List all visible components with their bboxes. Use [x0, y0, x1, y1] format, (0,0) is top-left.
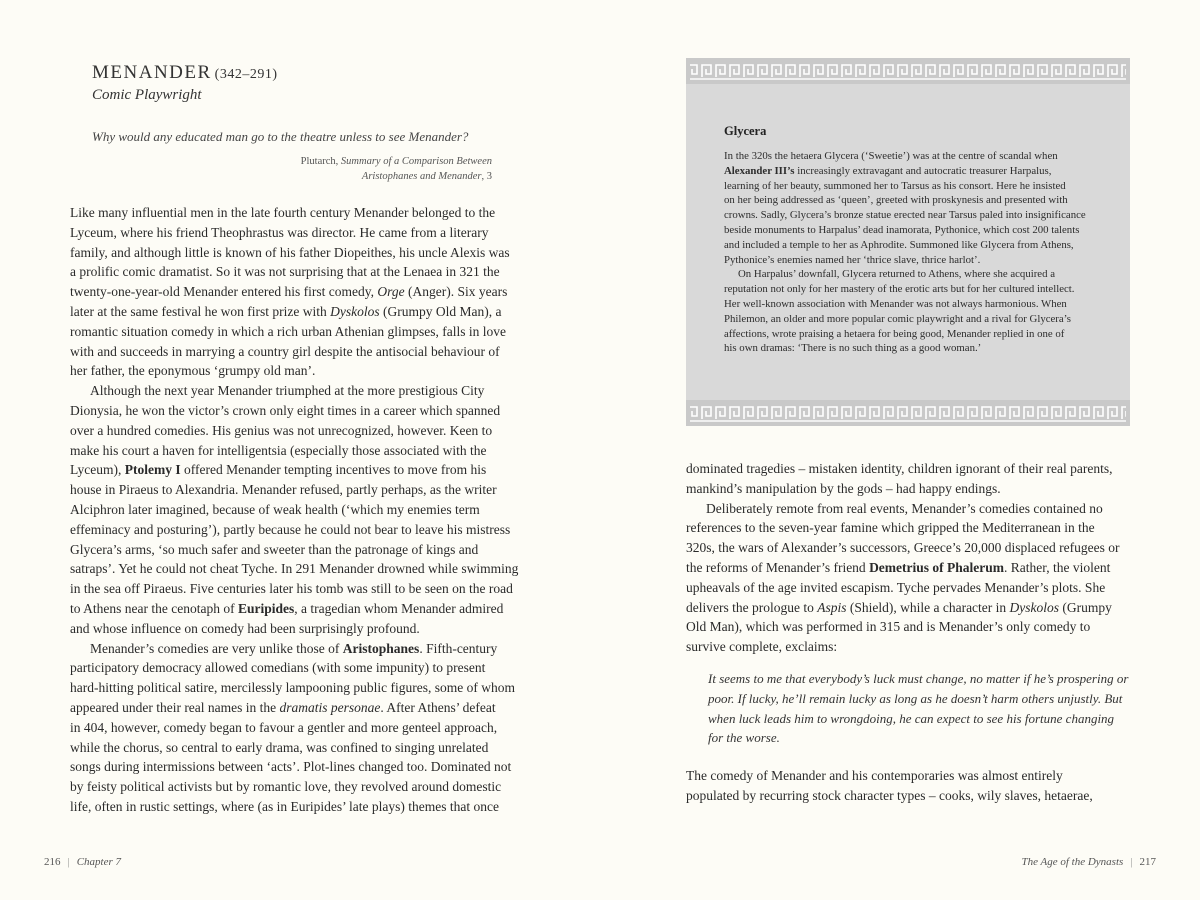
chapter-heading: [92, 62, 278, 104]
term-dramatis-personae: dramatis personae: [279, 699, 381, 715]
sidebox-content: [724, 124, 1096, 356]
text-line: and included a temple to her as Aphrodite. Summoned like Glycera from Athens,: [724, 238, 1074, 251]
text-run: , a tragedian whom Menander admired: [294, 600, 504, 616]
text-line: crowns. Sadly, Glycera’s bronze statue erected near Tarsus paled into insignificance: [724, 209, 1086, 222]
text-run: the reforms of Menander’s friend: [686, 559, 870, 575]
text-line: Old Man), which was performed in 315 and is Menander’s only comedy to: [686, 619, 1091, 635]
text-run: later at the same festival he won first prize with: [70, 303, 331, 319]
text-line: [70, 302, 530, 322]
paragraph-continued: [686, 459, 1146, 499]
title-aspis: Aspis: [817, 599, 847, 615]
quote-line: It seems to me that everybody’s luck must change, no matter if he’s prospering or: [708, 670, 1129, 686]
text-line: in the sea off Piraeus. Five centuries later his tomb was still to be seen on the road: [70, 581, 513, 597]
text-line: 320s, the wars of Alexander’s successors, Greece’s 20,000 displaced refugees or: [686, 540, 1120, 556]
paragraph-1: [70, 203, 530, 381]
text-line: [70, 698, 530, 718]
page-number: 216: [44, 856, 61, 868]
left-footer: [44, 856, 121, 868]
footer-separator: |: [67, 856, 70, 868]
heading-dates: (342–291): [214, 67, 278, 82]
text-line: mankind’s manipulation by the gods – had happy endings.: [686, 480, 1001, 496]
text-line: Glycera’s arms, ‘so much safer and sweeter than the patronage of kings and: [70, 541, 479, 557]
footer-separator: |: [1130, 856, 1133, 868]
greek-key-border-bottom: [686, 400, 1130, 426]
text-line: [686, 558, 1146, 578]
text-line: family, and although little is known of his father Diopeithes, his uncle Alexis was: [70, 244, 510, 260]
text-line: affections, wrote praising a hetaera for being good, Menander replied in one of: [724, 327, 1065, 340]
text-line: on her being addressed as ‘queen’, greeted with proskynesis and presented with: [724, 194, 1068, 207]
text-line: in 404, however, comedy began to favour a gentler and more genteel approach,: [70, 719, 498, 735]
name-demetrius: Demetrius of Phalerum: [869, 559, 1005, 575]
cite-ref: , 3: [481, 171, 492, 182]
text-line: Lyceum, where his friend Theophrastus was director. He came from a literary: [70, 224, 489, 240]
text-line: upheavals of the age invited escapism. Tyche pervades Menander’s plots. She: [686, 579, 1106, 595]
chapter-label: Chapter 7: [76, 856, 122, 868]
text-line: Her well-known association with Menander was not always harmonious. When: [724, 297, 1067, 310]
text-line: survive complete, exclaims:: [686, 639, 838, 655]
text-line: Like many influential men in the late fourth century Menander belonged to the: [70, 205, 496, 220]
text-run: . Fifth-century: [419, 640, 498, 656]
text-line: hard-hitting political satire, mercilessly lampooning public figures, some of whom: [70, 680, 516, 696]
text-line: learning of her beauty, summoned her to Tarsus as his consort. Here he insisted: [724, 179, 1066, 192]
heading-subtitle: Comic Playwright: [92, 87, 202, 103]
sidebox-title: Glycera: [724, 124, 767, 138]
text-line: with and succeeds in marrying a country girl despite the antisocial behaviour of: [70, 343, 500, 359]
text-line: participatory democracy allowed comedians (with some impunity) to present: [70, 660, 486, 676]
title-dyskolos: Dyskolos: [330, 303, 380, 319]
paragraph-2: [686, 499, 1146, 657]
text-line: make his court a haven for intelligentsia (especially those associated with the: [70, 442, 487, 458]
text-line: house in Piraeus to Alexandria. Menander refused, partly perhaps, as the writer: [70, 482, 497, 498]
text-line: life, often in rustic settings, where (as in Euripides’ late plays) themes that once: [70, 798, 499, 814]
text-line: The comedy of Menander and his contemporaries was almost entirely: [686, 768, 1063, 784]
text-line: and whose influence on comedy had been surprisingly profound.: [70, 620, 420, 636]
right-page: [600, 0, 1200, 900]
greek-key-pattern: [686, 58, 1130, 84]
title-orge: Orge: [377, 284, 405, 300]
greek-key-pattern: [686, 400, 1130, 426]
name-euripides: Euripides: [237, 600, 295, 616]
text-run: (Grumpy Old Man), a: [379, 303, 502, 319]
text-line: romantic situation comedy in which a rich urban Athenian glimpses, falls in love: [70, 323, 507, 339]
text-run: appeared under their real names in the: [70, 699, 280, 715]
text-line: over a hundred comedies. His genius was not unrecognized, however. Keen to: [70, 422, 493, 438]
text-line: [686, 598, 1146, 618]
paragraph-2: [70, 381, 530, 638]
text-line: [724, 164, 1096, 179]
quote-line: for the worse.: [708, 730, 780, 746]
glycera-sidebox: [686, 58, 1130, 426]
right-footer: [1021, 856, 1156, 868]
text-line: [70, 639, 530, 659]
epigraph-citation: [92, 154, 500, 184]
cite-author: Plutarch,: [300, 156, 341, 167]
text-line: Dionysia, he won the victor’s crown only eight times in a career which spanned: [70, 402, 501, 418]
text-line: songs during intermissions between ‘acts’. Plot-lines changed too. Dominated not: [70, 759, 512, 775]
quote-line: when luck leads him to wrongdoing, he can expect to see his fortune changing: [708, 710, 1115, 726]
text-run: increasingly extravagant and autocratic treasurer Harpalus,: [794, 164, 1052, 177]
text-run: delivers the prologue to: [686, 599, 818, 615]
text-line: dominated tragedies – mistaken identity, children ignorant of their real parents,: [686, 461, 1113, 476]
text-run: (Anger). Six years: [404, 284, 508, 300]
text-line: satraps’. Yet he could not cheat Tyche. In 291 Menander drowned while swimming: [70, 561, 519, 577]
name-alexander: Alexander III’s: [724, 164, 795, 177]
text-line: populated by recurring stock character types – cooks, wily slaves, hetaerae,: [686, 787, 1093, 803]
text-run: Lyceum),: [70, 462, 125, 478]
sidebox-text: [724, 149, 1096, 356]
text-run: twenty-one-year-old Menander entered his first comedy,: [70, 284, 378, 300]
text-line: beside monuments to Harpalus’ dead inamorata, Pythonice, which cost 200 talents: [724, 223, 1080, 236]
heading-name: MENANDER: [92, 62, 212, 83]
text-line: Deliberately remote from real events, Menander’s comedies contained no: [706, 500, 1103, 516]
text-line: [70, 460, 530, 480]
block-quote: [686, 669, 1146, 748]
text-run: offered Menander tempting incentives to move from his: [180, 462, 487, 478]
text-run: to Athens near the cenotaph of: [70, 600, 238, 616]
text-line: Pythonice’s enemies named her ‘thrice slave, thrice harlot’.: [724, 253, 981, 266]
paragraph-3: [686, 766, 1146, 806]
text-line: Alciphron later imagined, because of weak health (‘which my enemies term: [70, 501, 480, 517]
paragraph-3: [70, 639, 530, 817]
name-ptolemy: Ptolemy I: [124, 462, 181, 478]
name-aristophanes: Aristophanes: [342, 640, 420, 656]
text-line: [70, 599, 530, 619]
page-number: 217: [1139, 856, 1156, 868]
text-line: reputation not only for her mastery of the erotic arts but for her cultured intellect.: [724, 283, 1075, 296]
cite-work-2: Aristophanes and Menander: [361, 171, 482, 182]
text-run: . After Athens’ defeat: [380, 699, 496, 715]
text-line: Philemon, an older and more popular comic playwright and a rival for Glycera’s: [724, 312, 1071, 325]
epigraph-quote: Why would any educated man go to the theatre unless to see Menander?: [92, 129, 469, 144]
greek-key-border-top: [686, 58, 1130, 84]
right-body-text: [686, 459, 1146, 806]
text-line: [70, 282, 530, 302]
text-line: a prolific comic dramatist. So it was not surprising that at the Lenaea in 321 the: [70, 264, 500, 280]
text-line: Although the next year Menander triumphed at the more prestigious City: [90, 383, 485, 399]
running-title: The Age of the Dynasts: [1021, 856, 1124, 868]
text-line: while the chorus, so central to early drama, was confined to singing unrelated: [70, 739, 489, 755]
left-body-text: [70, 203, 530, 817]
text-run: (Grumpy: [1059, 599, 1112, 615]
title-dyskolos: Dyskolos: [1009, 599, 1060, 615]
epigraph: [92, 128, 500, 184]
heading-title: [92, 62, 278, 84]
text-run: (Shield), while a character in: [846, 599, 1010, 615]
text-line: In the 320s the hetaera Glycera (‘Sweetie’) was at the centre of scandal when: [724, 150, 1058, 162]
quote-line: poor. If lucky, he’ll remain lucky as long as he doesn’t harm others unjustly. But: [708, 690, 1123, 706]
text-line: her father, the eponymous ‘grumpy old man’.: [70, 363, 316, 379]
text-line: references to the seven-year famine which gripped the Mediterranean in the: [686, 520, 1095, 536]
text-line: On Harpalus’ downfall, Glycera returned to Athens, where she acquired a: [738, 268, 1055, 281]
text-run: . Rather, the violent: [1004, 559, 1111, 575]
text-line: effeminacy and posturing’), partly because he could not bear to leave his mistress: [70, 521, 511, 537]
text-run: Menander’s comedies are very unlike those of: [90, 640, 343, 656]
text-line: by feisty political activists but by romantic love, they revolved around domestic: [70, 779, 502, 795]
cite-work-1: Summary of a Comparison Between: [340, 156, 492, 167]
text-line: his own dramas: ‘There is no such thing as a good woman.’: [724, 342, 982, 355]
